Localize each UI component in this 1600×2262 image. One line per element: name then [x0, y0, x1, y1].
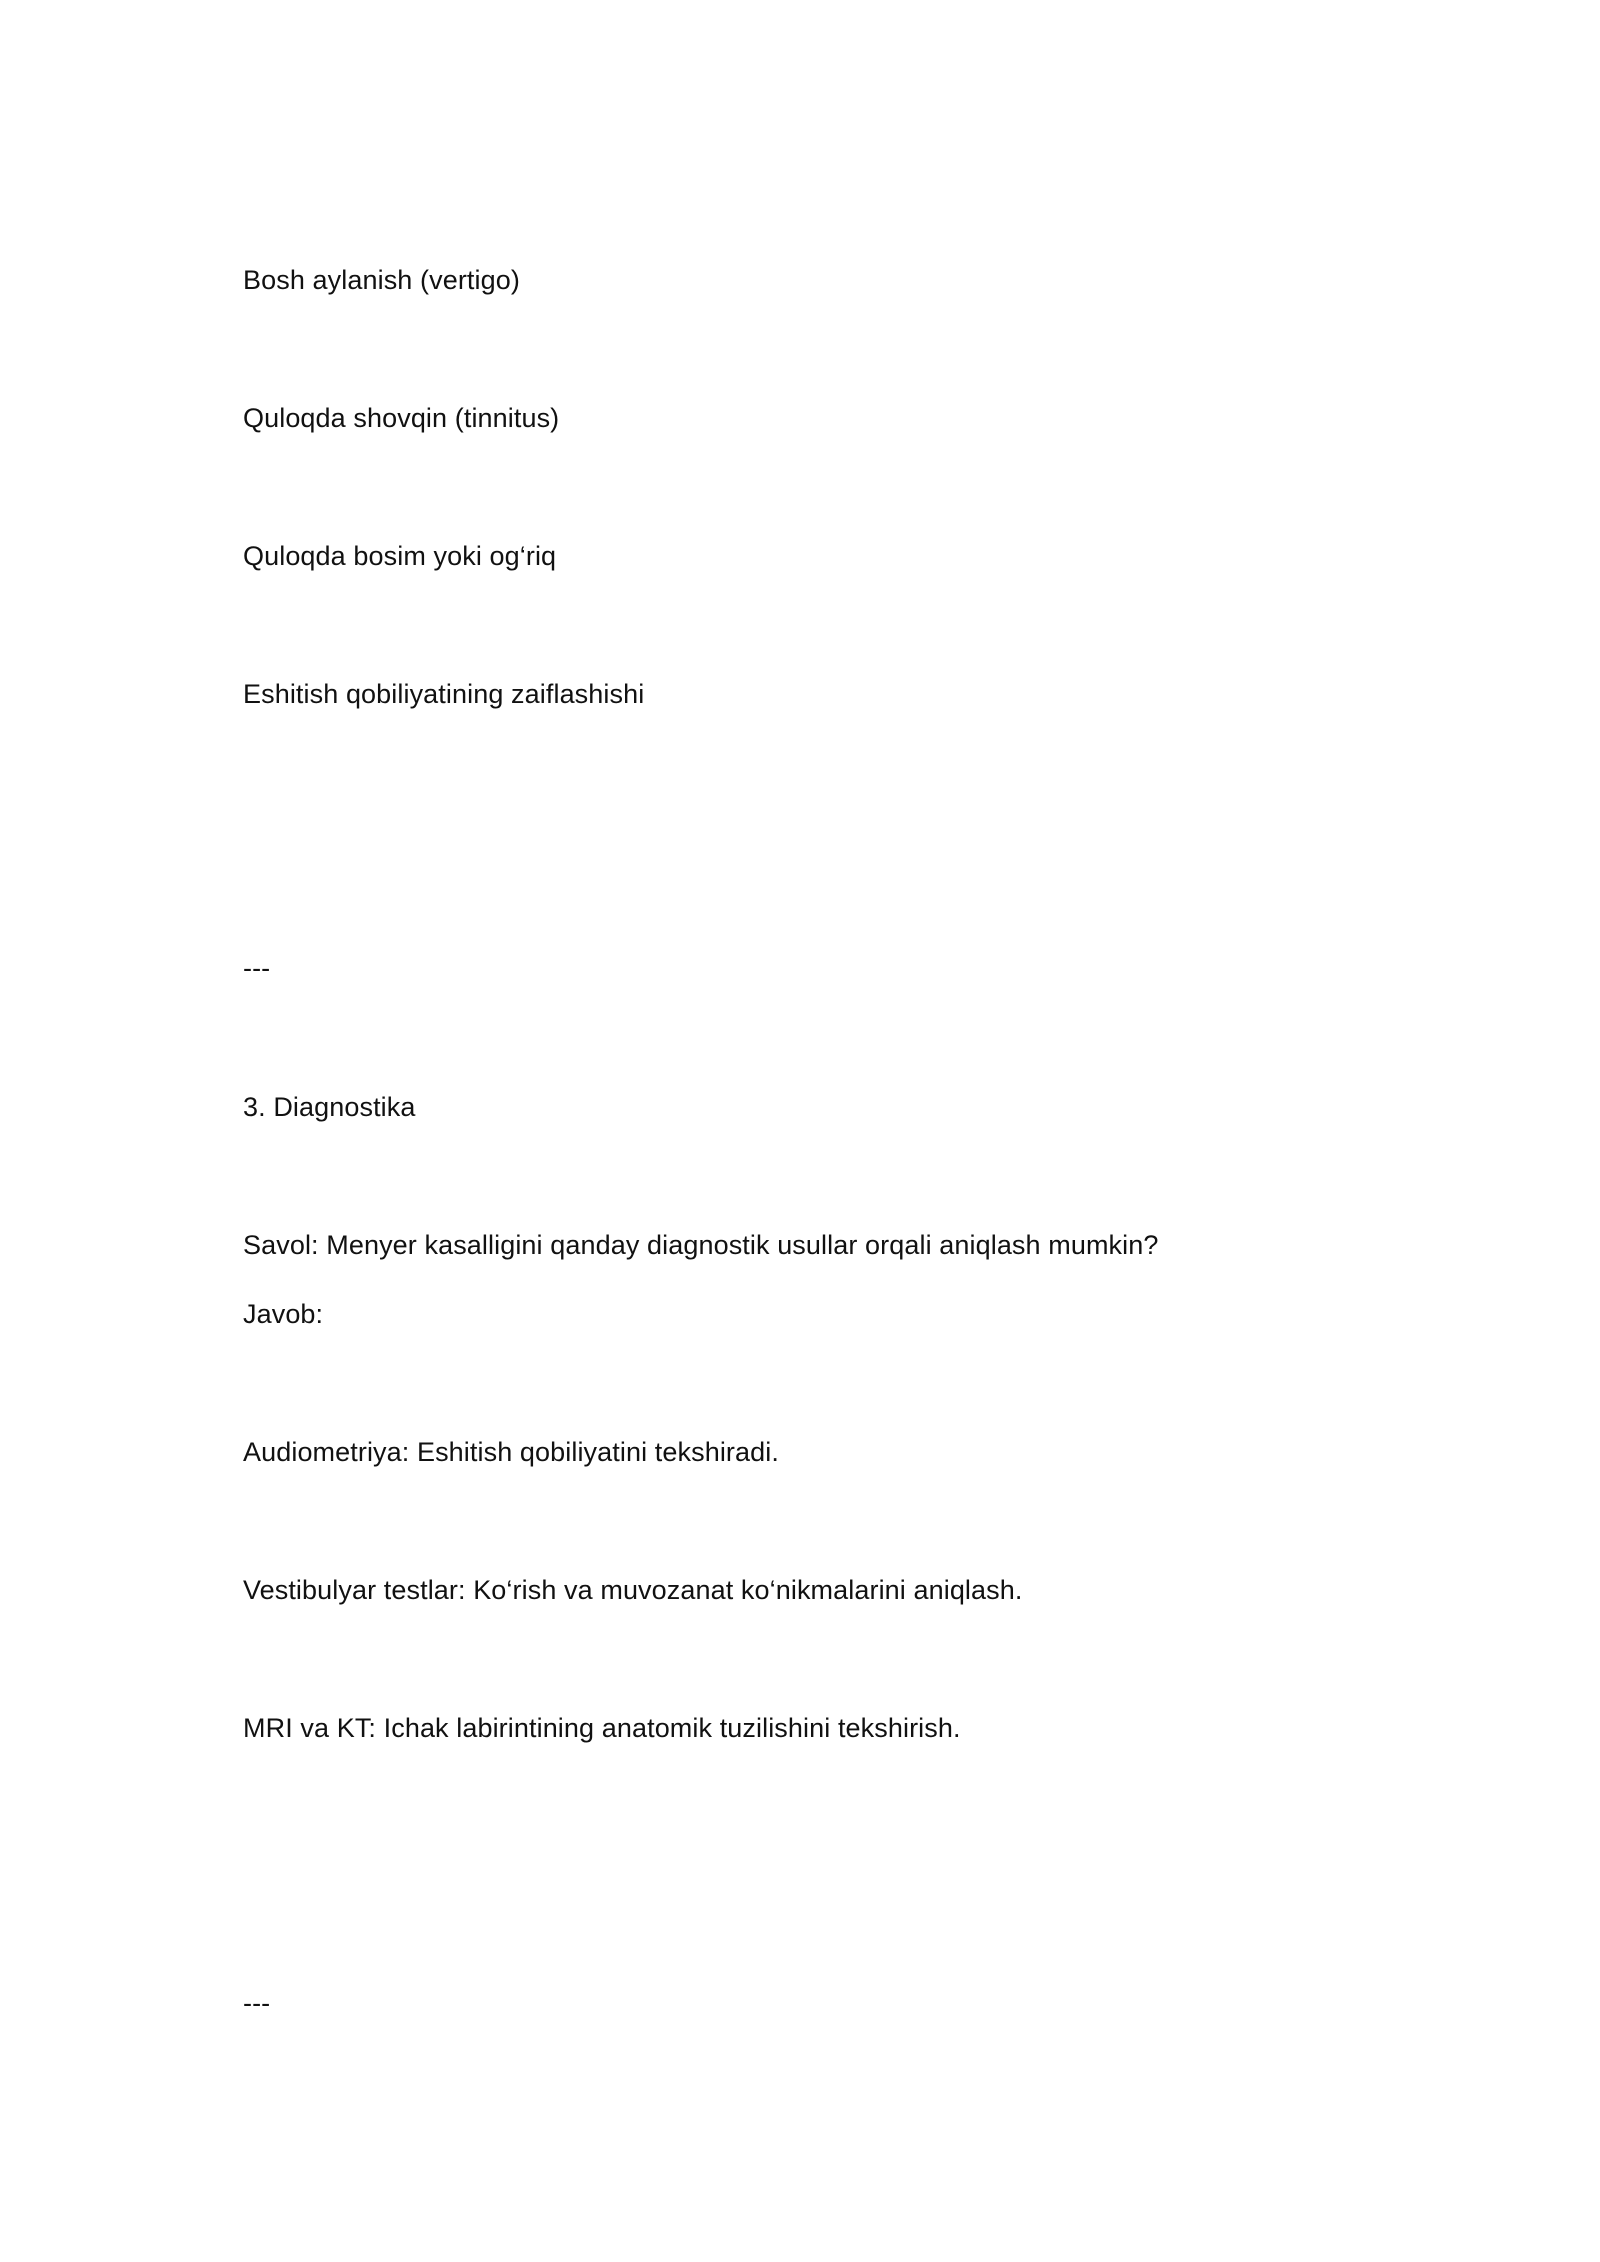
diagnostic-audiometry: Audiometriya: Eshitish qobiliyatini tekshiradi.	[243, 1437, 779, 1467]
answer-label: Javob:	[243, 1299, 324, 1329]
symptom-hearing-loss: Eshitish qobiliyatining zaiflashishi	[243, 679, 645, 709]
symptom-ear-pressure: Quloqda bosim yoki og‘riq	[243, 541, 557, 571]
section-heading-diagnostics: 3. Diagnostika	[243, 1092, 416, 1122]
section-separator: ---	[243, 1988, 271, 2018]
diagnostic-vestibular-tests: Vestibulyar testlar: Ko‘rish va muvozanat ko‘nikmalarini aniqlash.	[243, 1575, 1023, 1605]
symptom-vertigo: Bosh aylanish (vertigo)	[243, 265, 520, 295]
diagnostic-mri-ct: MRI va KT: Ichak labirintining anatomik tuzilishini tekshirish.	[243, 1713, 961, 1743]
question-text: Savol: Menyer kasalligini qanday diagnostik usullar orqali aniqlash mumkin?	[243, 1230, 1159, 1260]
section-separator: ---	[243, 953, 271, 983]
symptom-tinnitus: Quloqda shovqin (tinnitus)	[243, 403, 560, 433]
